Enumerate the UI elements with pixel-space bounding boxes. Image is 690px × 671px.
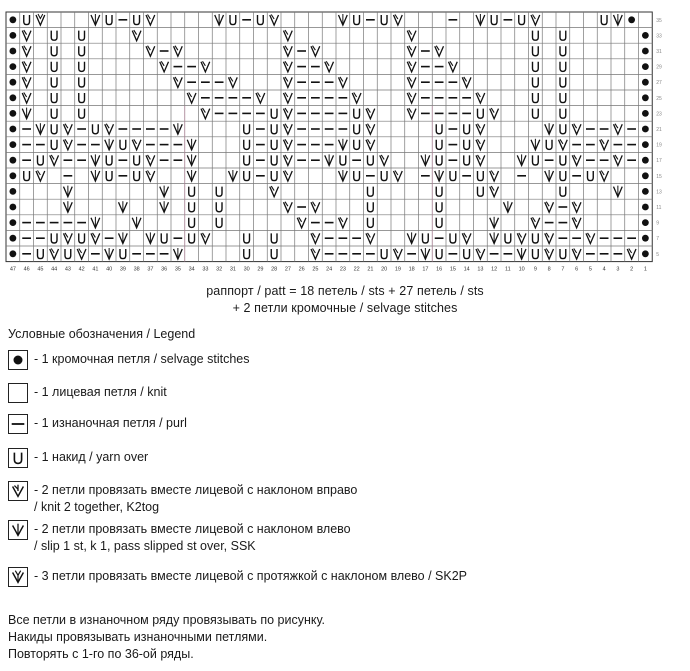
row-number-label: 17 <box>656 158 662 165</box>
column-number-label: 11 <box>505 266 511 273</box>
legend-item-k2tog <box>8 481 357 516</box>
instructions-notes <box>8 612 325 663</box>
selvage-stitch <box>642 188 649 195</box>
selvage-stitch <box>642 172 649 179</box>
selvage-stitch <box>9 188 16 195</box>
column-number-label: 39 <box>119 266 126 273</box>
yarn-over-icon <box>8 448 28 468</box>
selvage-stitch <box>9 141 16 148</box>
column-number-label: 29 <box>257 266 264 273</box>
column-number-label: 36 <box>161 266 168 273</box>
row-number-label: 35 <box>656 17 662 24</box>
column-number-label: 46 <box>23 266 30 273</box>
row-number-label: 23 <box>656 111 662 118</box>
column-number-label: 12 <box>491 266 498 273</box>
row-number-label: 19 <box>656 142 662 149</box>
legend-text-knit: - 1 лицевая петля / knit <box>34 385 167 399</box>
column-number-label: 4 <box>602 266 606 273</box>
column-number-label: 10 <box>518 266 525 273</box>
column-number-label: 13 <box>477 266 484 273</box>
column-number-label: 19 <box>394 266 401 273</box>
row-number-label: 31 <box>656 49 662 55</box>
row-number-label: 5 <box>656 251 660 258</box>
column-number-label: 5 <box>588 266 592 273</box>
column-number-label: 31 <box>229 266 236 273</box>
column-number-label: 38 <box>133 266 140 273</box>
row-number-label: 25 <box>656 95 662 102</box>
selvage-stitch <box>642 94 649 101</box>
row-number-label: 15 <box>656 173 662 180</box>
legend-text-ssk-en: / slip 1 st, k 1, pass slipped st over, SSK <box>34 539 256 553</box>
selvage-stitch <box>9 157 16 164</box>
row-number-label: 21 <box>656 127 662 133</box>
column-number-label: 24 <box>326 266 333 273</box>
column-number-label: 7 <box>561 266 565 273</box>
selvage-stitch <box>9 48 16 55</box>
legend-item-ssk <box>8 520 351 555</box>
selvage-stitch <box>642 235 649 242</box>
selvage-stitch <box>9 63 16 70</box>
chart-subtitle: + 2 петли кромочные / selvage stitches <box>232 301 458 315</box>
row-number-label: 9 <box>656 220 660 227</box>
selvage-stitch <box>9 204 16 211</box>
column-number-label: 23 <box>339 266 346 273</box>
row-number-label: 27 <box>656 80 662 87</box>
selvage-stitch <box>642 250 649 257</box>
column-number-label: 2 <box>630 266 634 273</box>
column-number-label: 18 <box>408 266 415 273</box>
legend-text-k2tog-en: / knit 2 together, K2tog <box>34 500 160 514</box>
note-line-1: Все петли в изнаночном ряду провязывать по рисунку. <box>8 613 325 627</box>
column-number-label: 17 <box>422 266 429 273</box>
column-number-label: 15 <box>449 266 456 273</box>
column-number-label: 42 <box>78 266 85 273</box>
row-number-label: 33 <box>656 33 662 40</box>
column-number-label: 8 <box>547 266 551 273</box>
selvage-stitch <box>9 79 16 86</box>
purl-stitch-icon <box>8 414 28 434</box>
selvage-stitch <box>9 235 16 242</box>
column-number-label: 27 <box>284 266 291 273</box>
selvage-stitch <box>9 16 16 23</box>
selvage-stitch <box>9 32 16 39</box>
selvage-stitch <box>9 250 16 257</box>
note-line-3: Повторять с 1-го по 36-ой ряды. <box>8 647 194 661</box>
column-number-label: 16 <box>436 266 443 273</box>
chart-title: раппорт / patt = 18 петель / sts + 27 петель / sts <box>206 284 484 298</box>
selvage-stitch <box>628 16 635 23</box>
column-number-label: 26 <box>298 266 305 273</box>
row-number-label: 7 <box>656 236 660 243</box>
knitting-chart <box>0 0 690 290</box>
legend-text-ssk: - 2 петли провязать вместе лицевой с наклоном влево <box>34 522 351 536</box>
column-number-label: 44 <box>51 266 58 273</box>
column-number-label: 34 <box>188 266 195 273</box>
column-number-label: 1 <box>643 266 647 273</box>
legend-text-purl: - 1 изнаночная петля / purl <box>34 416 187 430</box>
knit-stitch-icon <box>8 383 28 403</box>
column-number-label: 40 <box>106 266 113 273</box>
legend-item-knit <box>8 383 167 403</box>
note-line-2: Накиды провязывать изнаночными петлями. <box>8 630 268 644</box>
selvage-stitch <box>642 48 649 55</box>
column-number-label: 33 <box>202 266 209 273</box>
selvage-stitch <box>642 110 649 117</box>
selvage-stitch <box>9 172 16 179</box>
selvage-stitch <box>9 110 16 117</box>
column-number-label: 43 <box>64 266 71 273</box>
column-number-label: 41 <box>92 266 99 273</box>
column-number-label: 6 <box>575 266 579 273</box>
selvage-stitch <box>642 157 649 164</box>
column-number-label: 20 <box>381 266 388 273</box>
column-number-label: 14 <box>463 266 470 273</box>
legend-text-selvage: - 1 кромочная петля / selvage stitches <box>34 352 250 366</box>
selvage-stitch-icon <box>8 350 28 370</box>
column-number-label: 32 <box>216 266 223 273</box>
selvage-stitch <box>642 126 649 133</box>
column-number-label: 22 <box>353 266 360 273</box>
sk2p-icon <box>8 567 28 587</box>
column-number-label: 37 <box>147 266 154 273</box>
legend-item-selvage <box>8 350 250 370</box>
selvage-stitch <box>642 204 649 211</box>
column-number-label: 21 <box>367 266 374 273</box>
column-number-label: 28 <box>271 266 278 273</box>
selvage-stitch <box>642 32 649 39</box>
row-number-label: 29 <box>656 64 662 71</box>
selvage-stitch <box>642 141 649 148</box>
legend-item-purl <box>8 414 187 434</box>
ssk-icon <box>8 520 28 540</box>
selvage-stitch <box>642 79 649 86</box>
column-number-label: 35 <box>174 266 181 273</box>
chart-grid-svg <box>0 0 690 290</box>
column-number-label: 47 <box>9 266 16 273</box>
legend-item-sk2p <box>8 567 467 587</box>
legend-text-yarn-over: - 1 накид / yarn over <box>34 450 149 464</box>
k2tog-icon <box>8 481 28 501</box>
selvage-stitch <box>642 63 649 70</box>
legend-item-yarn-over <box>8 448 148 468</box>
column-number-label: 30 <box>243 266 250 273</box>
row-number-label: 13 <box>656 189 662 196</box>
column-number-label: 45 <box>37 266 44 273</box>
selvage-stitch <box>9 126 16 133</box>
row-number-label: 11 <box>656 205 662 211</box>
selvage-stitch <box>9 94 16 101</box>
column-number-label: 25 <box>312 266 319 273</box>
column-number-label: 3 <box>616 266 620 273</box>
legend-text-sk2p: - 3 петли провязать вместе лицевой с протяжкой с наклоном влево / SK2P <box>34 569 468 583</box>
selvage-stitch <box>642 219 649 226</box>
column-number-label: 9 <box>533 266 537 273</box>
selvage-stitch <box>9 219 16 226</box>
legend-title: Условные обозначения / Legend <box>8 327 196 341</box>
legend-text-k2tog: - 2 петли провязать вместе лицевой с наклоном вправо <box>34 483 358 497</box>
